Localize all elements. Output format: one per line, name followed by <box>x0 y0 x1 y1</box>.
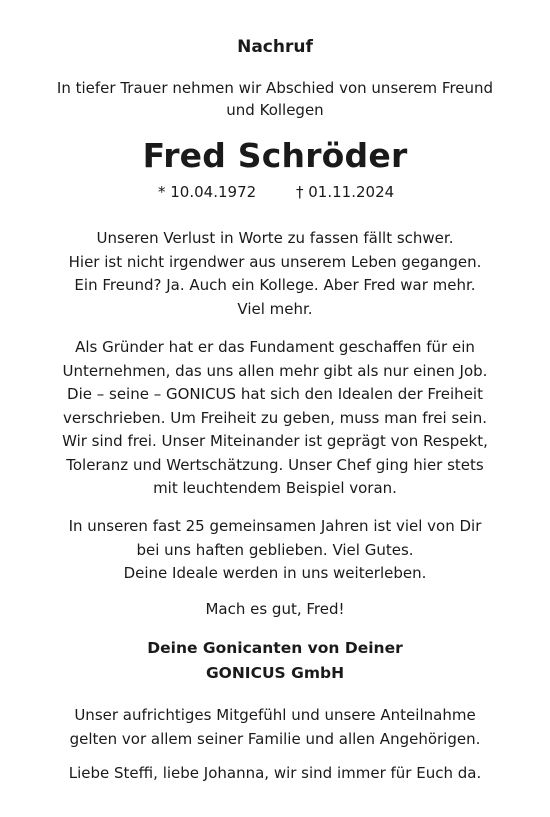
text-line: Viel mehr. <box>237 299 313 318</box>
text-line: Hier ist nicht irgendwer aus unserem Leben gegangen. <box>68 252 482 271</box>
text-line: Die – seine – GONICUS hat sich den Idealen der Freiheit <box>67 385 483 403</box>
paragraph-years <box>20 515 530 586</box>
deceased-name: Fred Schröder <box>142 136 408 175</box>
notice-heading: Nachruf <box>237 37 313 57</box>
paragraph-condolence <box>20 704 530 751</box>
text-line: Liebe Steffi, liebe Johanna, wir sind immer für Euch da. <box>68 764 482 782</box>
death-date: † 01.11.2024 <box>296 183 395 201</box>
text-line: Deine Ideale werden in uns weiterleben. <box>123 564 427 582</box>
text-line: Als Gründer hat er das Fundament geschaffen für ein <box>75 338 475 356</box>
text-line: Ein Freund? Ja. Auch ein Kollege. Aber Fred war mehr. <box>74 276 476 294</box>
life-dates <box>0 182 550 202</box>
text-line: Unternehmen, das uns allen mehr gibt als nur einen Job. <box>62 361 488 380</box>
intro-text <box>20 77 530 121</box>
paragraph-founder <box>20 336 530 501</box>
intro-line: und Kollegen <box>226 101 324 119</box>
farewell-line: Mach es gut, Fred! <box>205 600 345 618</box>
signature-line: GONICUS GmbH <box>205 664 345 682</box>
birth-date: * 10.04.1972 <box>158 183 257 201</box>
text-line: gelten vor allem seiner Familie und allen Angehörigen. <box>69 729 481 748</box>
text-line: Wir sind frei. Unser Miteinander ist geprägt von Respekt, <box>62 432 488 450</box>
text-line: bei uns haften geblieben. Viel Gutes. <box>136 540 414 559</box>
text-line: verschrieben. Um Freiheit zu geben, muss man frei sein. <box>63 408 487 427</box>
intro-line: In tiefer Trauer nehmen wir Abschied von unserem Freund <box>56 79 494 97</box>
text-line: Unser aufrichtiges Mitgefühl und unsere Anteilnahme <box>74 706 476 724</box>
signature <box>0 636 550 686</box>
text-line: In unseren fast 25 gemeinsamen Jahren ist viel von Dir <box>68 517 482 535</box>
signature-line: Deine Gonicanten von Deiner <box>147 639 403 657</box>
paragraph-family <box>20 762 530 786</box>
paragraph-loss <box>20 227 530 321</box>
text-line: mit leuchtendem Beispiel voran. <box>153 479 397 497</box>
text-line: Unseren Verlust in Worte zu fassen fällt schwer. <box>96 229 454 247</box>
text-line: Toleranz und Wertschätzung. Unser Chef ging hier stets <box>66 455 484 474</box>
